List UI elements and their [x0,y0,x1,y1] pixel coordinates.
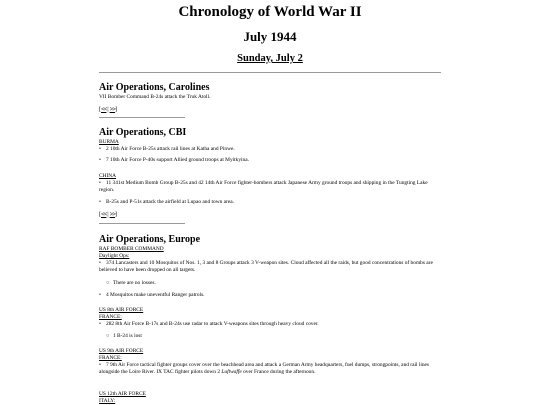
nav-bracket-close: ] [115,212,118,218]
divider-short [99,117,185,118]
nav-links [99,106,117,114]
list-item: • 282 8th Air Force B-17s and B-24s use radar to attack V-weapons sites through heavy cloud cover. [99,321,319,327]
list-item: • 4 Mosquitos make uneventful Ranger patrols. [99,292,205,298]
command-link-us12[interactable]: US 12th AIR FORCE [99,391,146,397]
prev-link[interactable]: << [101,211,107,218]
bullet-icon: • [99,180,101,186]
nav-separator: | [107,107,109,113]
list-item: • 374 Lancasters and 10 Mosquitos of Nos. 1, 3 and 8 Groups attack 3 V-weapon sites. Cloud affected all the raids, but good concentrations of bombs are believed to have been dropped on all targets. [99,260,433,273]
next-link[interactable]: >> [109,106,116,113]
circle-bullet-icon: ○ [106,333,110,339]
command-link-us9[interactable]: US 9th AIR FORCE [99,348,144,354]
divider-short [99,223,185,224]
page-title: Chronology of World War II [178,4,362,20]
subheading-daylight-ops[interactable]: Daylight Ops: [99,253,130,259]
section-heading-europe: Air Operations, Europe [99,234,201,245]
section-heading-carolines: Air Operations, Carolines [99,82,210,93]
region-link-italy[interactable]: ITALY: [99,398,116,404]
sub-list-item: ○ 1 B-24 is lost [106,333,142,339]
nav-bracket-open: [ [99,212,101,218]
bullet-icon: • [99,199,101,205]
list-item: • B-25s and P-51s attack the airfield at Lupao and town area. [99,199,234,205]
list-item: • 2 10th Air Force B-25s attack rail lines at Katha and Pinwe. [99,146,235,152]
nav-separator: | [107,212,109,218]
next-link[interactable]: >> [109,211,116,218]
command-link-us8[interactable]: US 8th AIR FORCE [99,307,144,313]
region-link-china[interactable]: CHINA [99,173,117,179]
region-link-france[interactable]: FRANCE: [99,314,122,320]
bullet-icon: • [99,362,101,368]
region-link-france[interactable]: FRANCE: [99,355,122,361]
command-link-raf[interactable]: RAF BOMBER COMMAND [99,246,164,252]
list-item: • 11 341st Medium Bomb Group B-25s and 42 14th Air Force fighter-bombers attack Japanese Army ground troops and shipping in the Tungting Lake region. [99,180,428,193]
list-item: • 7 9th Air Force tactical fighter groups cover over the beachhead area and attack a German Army headquarters, fuel dumps, strongpoints, and rail lines alongside the Loire River. IX TAC fighter pilots down 2 Luftwaffe over France during the afternoon. [99,362,430,375]
region-link-burma[interactable]: BURMA [99,139,119,145]
list-item: • 7 10th Air Force P-40s support Allied ground troops at Myitkyina. [99,157,249,163]
page-subtitle: July 1944 [243,29,297,44]
divider [99,72,441,73]
nav-bracket-open: [ [99,107,101,113]
bullet-icon: • [99,146,101,152]
circle-bullet-icon: ○ [106,280,110,286]
nav-links [99,211,117,219]
bullet-icon: • [99,157,101,163]
sub-list-item: ○ There are no losses. [106,280,156,286]
prev-link[interactable]: << [101,106,107,113]
bullet-icon: • [99,292,101,298]
section-text-carolines: VII Bomber Command B-24s attack the Truk Atoll. [99,94,211,100]
section-heading-cbi: Air Operations, CBI [99,127,187,138]
nav-bracket-close: ] [115,107,118,113]
bullet-icon: • [99,260,101,266]
date-heading: Sunday, July 2 [237,53,303,64]
bullet-icon: • [99,321,101,327]
